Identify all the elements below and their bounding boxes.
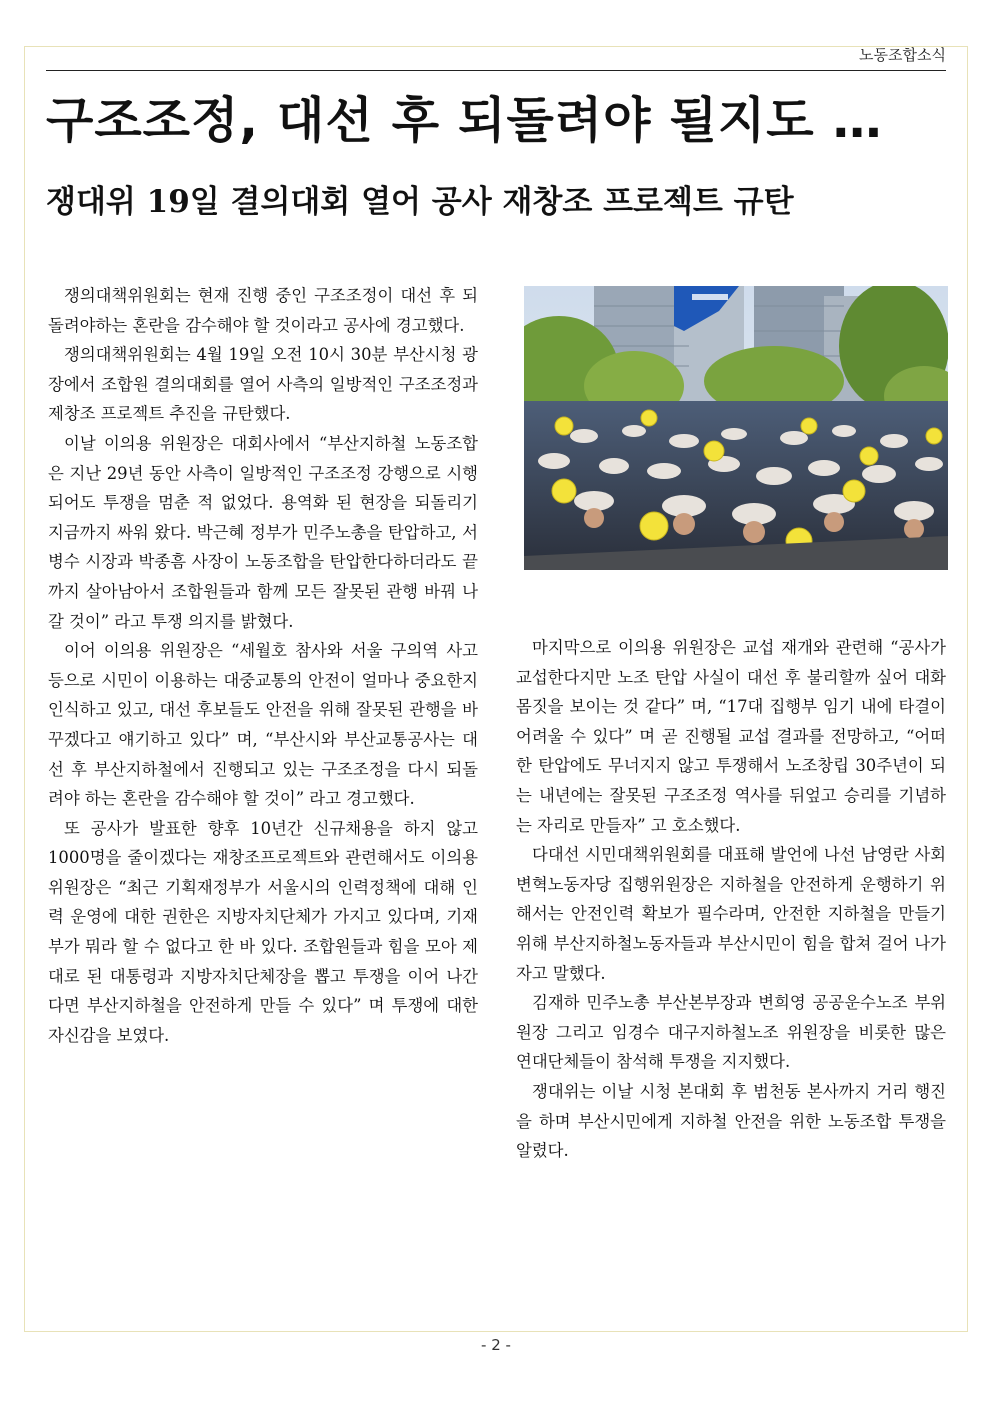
paragraph: 이어 이의용 위원장은 “세월호 참사와 서울 구의역 사고 등으로 시민이 이용하는 대중교통의 안전이 얼마나 중요한지 인식하고 있고, 대선 후보들도 안전을 위해 잘못된 관행을 바꾸겠다고 얘기하고 있다” 며, “부산시와 부산교통공사는 대선 후 부산지하철에서 진행되고 있는 구조조정을 다시 되돌려야 하는 혼란을 감수해야 할 것이” 라고 경고했다.: [48, 641, 478, 809]
paragraph: 마지막으로 이의용 위원장은 교섭 재개와 관련해 “공사가 교섭한다지만 노조 탄압 사실이 대선 후 불리할까 싶어 대화 몸짓을 보이는 것 같다” 며, “17대 집행부 임기 내에 타결이 어려울 수 있다” 며 곧 진행될 교섭 결과를 전망하고, “어떠한 탄압에도 무너지지 않고 투쟁해서 노조창립 30주년이 되는 내년에는 잘못된 구조조정 역사를 뒤엎고 승리를 기념하는 자리로 만들자” 고 호소했다.: [516, 638, 946, 835]
section-label: 노동조합소식: [859, 46, 946, 64]
header-rule: [46, 70, 946, 71]
paragraph: 다대선 시민대책위원회를 대표해 발언에 나선 남영란 사회변혁노동자당 집행위원장은 지하철을 안전하게 운행하기 위해서는 안전인력 확보가 필수라며, 안전한 지하철을 만들기 위해 부산지하철노동자들과 부산시민이 힘을 합쳐 걸어 나가자고 말했다.: [516, 845, 946, 983]
page-number: - 2 -: [481, 1336, 511, 1354]
headline: 구조조정, 대선 후 되돌려야 될지도 …: [46, 92, 883, 149]
article-column-left: [48, 281, 478, 1050]
rally-photo: [524, 286, 948, 570]
paragraph: 쟁대위는 이날 시청 본대회 후 범천동 본사까지 거리 행진을 하며 부산시민에게 지하철 안전을 위한 노동조합 투쟁을 알렸다.: [516, 1081, 946, 1161]
paragraph: 쟁의대책위원회는 현재 진행 중인 구조조정이 대선 후 되돌려야하는 혼란을 감수해야 할 것이라고 공사에 경고했다.: [48, 286, 478, 335]
paragraph: 김재하 민주노총 부산본부장과 변희영 공공운수노조 부위원장 그리고 임경수 대구지하철노조 위원장을 비롯한 많은 연대단체들이 참석해 투쟁을 지지했다.: [516, 993, 946, 1072]
paragraph: 이날 이의용 위원장은 대회사에서 “부산지하철 노동조합은 지난 29년 동안 사측이 일방적인 구조조정 강행으로 시행되어도 투쟁을 멈춘 적 없었다. 용역화 된 현장을 되돌리기 지금까지 싸워 왔다. 박근혜 정부가 민주노총을 탄압하고, 서병수 시장과 박종흠 사장이 노동조합을 탄압한다하더라도 끝까지 살아남아서 조합원들과 함께 모든 잘못된 관행 바꿔 나갈 것이” 라고 투쟁 의지를 밝혔다.: [48, 433, 478, 631]
article-column-right: [516, 633, 946, 1166]
paragraph: 또 공사가 발표한 향후 10년간 신규채용을 하지 않고 1000명을 줄이겠다는 재창조프로젝트와 관련해서도 이의용 위원장은 “최근 기획재정부가 서울시의 인력정책에 대해 인력 운영에 대한 권한은 지방자치단체가 가지고 있다며, 기재부가 뭐라 할 수 없다고 한 바 있다. 조합원들과 힘을 모아 제대로 된 대통령과 지방자치단체장을 뽑고 투쟁을 이어 나간다면 부산지하철을 안전하게 만들 수 있다” 며 투쟁에 대한 자신감을 보였다.: [48, 818, 478, 1045]
paragraph: 쟁의대책위원회는 4월 19일 오전 10시 30분 부산시청 광장에서 조합원 결의대회를 열어 사측의 일방적인 구조조정과 제창조 프로젝트 추진을 규탄했다.: [48, 345, 478, 424]
subheadline: 쟁대위 19일 결의대회 열어 공사 재창조 프로젝트 규탄: [46, 184, 794, 220]
